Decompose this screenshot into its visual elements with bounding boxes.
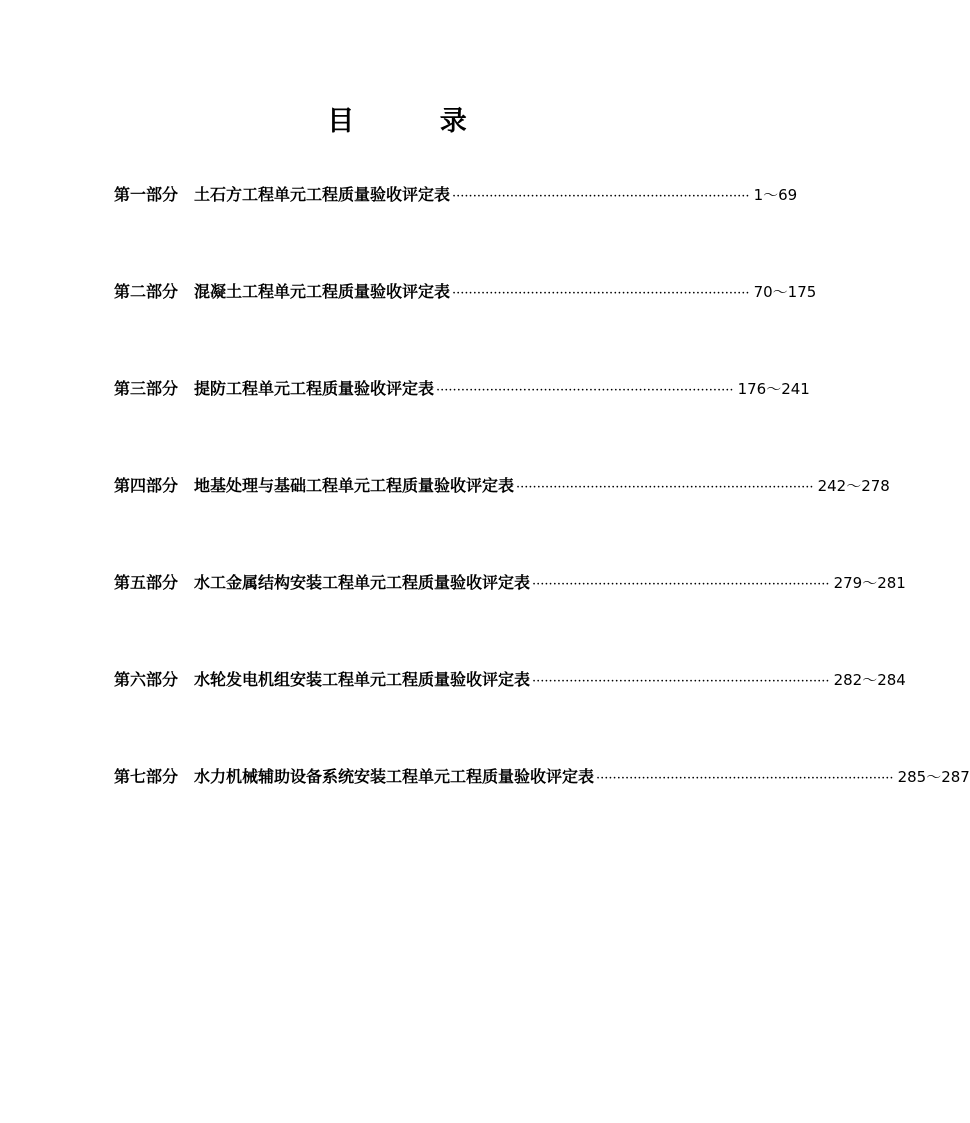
dot-leader: ········································································ <box>436 383 734 398</box>
toc-page-range: 1～69 <box>753 186 798 204</box>
toc-part-title: 提防工程单元工程质量验收评定表 <box>194 379 435 398</box>
toc-part-label: 第一部分 <box>114 185 179 204</box>
toc-part-label: 第五部分 <box>114 573 179 592</box>
table-of-contents <box>114 180 970 859</box>
toc-part-title: 混凝土工程单元工程质量验收评定表 <box>194 282 451 301</box>
toc-page-range: 282～284 <box>833 671 906 689</box>
toc-entry-2[interactable] <box>114 277 817 307</box>
dot-leader: ········································································ <box>596 771 894 786</box>
toc-part-title: 水力机械辅助设备系统安装工程单元工程质量验收评定表 <box>194 767 595 786</box>
toc-entry-6[interactable] <box>114 665 906 695</box>
toc-page-range: 176～241 <box>737 380 810 398</box>
toc-entry-3[interactable] <box>114 374 810 404</box>
toc-part-label: 第四部分 <box>114 476 179 495</box>
toc-part-label: 第二部分 <box>114 282 179 301</box>
toc-page-range: 285～287 <box>897 768 970 786</box>
dot-leader: ········································································ <box>532 577 830 592</box>
toc-page-range: 242～278 <box>817 477 890 495</box>
page-title: 目 录 <box>327 106 505 137</box>
dot-leader: ········································································ <box>452 189 750 204</box>
toc-part-label: 第三部分 <box>114 379 179 398</box>
toc-part-title: 水工金属结构安装工程单元工程质量验收评定表 <box>194 573 531 592</box>
toc-entry-7[interactable] <box>114 762 970 792</box>
toc-page-range: 279～281 <box>833 574 906 592</box>
toc-part-title: 地基处理与基础工程单元工程质量验收评定表 <box>194 476 515 495</box>
toc-part-label: 第七部分 <box>114 767 179 786</box>
toc-page-range: 70～175 <box>753 283 817 301</box>
toc-part-label: 第六部分 <box>114 670 179 689</box>
toc-entry-5[interactable] <box>114 568 906 598</box>
toc-part-title: 土石方工程单元工程质量验收评定表 <box>194 185 451 204</box>
toc-entry-1[interactable] <box>114 180 798 210</box>
toc-part-title: 水轮发电机组安装工程单元工程质量验收评定表 <box>194 670 531 689</box>
dot-leader: ········································································ <box>532 674 830 689</box>
dot-leader: ········································································ <box>516 480 814 495</box>
toc-entry-4[interactable] <box>114 471 890 501</box>
dot-leader: ········································································ <box>452 286 750 301</box>
